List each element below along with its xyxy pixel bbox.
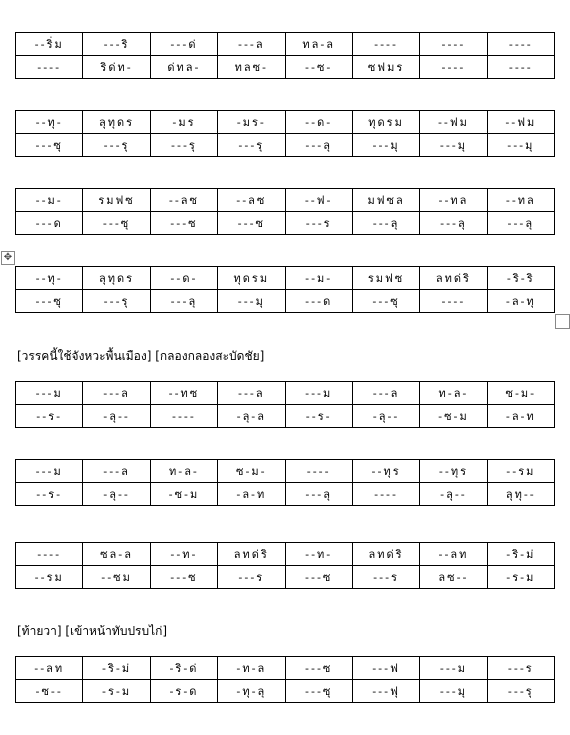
table-row: [16, 56, 555, 79]
table-cell[interactable]: --ด-: [150, 267, 217, 290]
table-cell[interactable]: --รม: [487, 460, 554, 483]
table-cell[interactable]: ---ร: [352, 566, 419, 589]
table-cell[interactable]: ---ซุ: [352, 290, 419, 313]
table-cell[interactable]: -ร-ม: [83, 680, 150, 703]
table-cell[interactable]: -มร-: [218, 111, 285, 134]
table-cell[interactable]: ----: [285, 460, 352, 483]
table-cell[interactable]: ---ล: [83, 460, 150, 483]
table-cell[interactable]: -ลุ--: [83, 405, 150, 428]
table-cell[interactable]: ----: [487, 56, 554, 79]
table-cell[interactable]: ---ลุ: [420, 212, 487, 235]
table-cell[interactable]: ---ร: [487, 657, 554, 680]
table-row: [16, 460, 555, 483]
table-cell[interactable]: ---รุ: [218, 134, 285, 157]
table-cell[interactable]: ----: [16, 543, 83, 566]
table-cell[interactable]: ซฟมร: [352, 56, 419, 79]
table-cell[interactable]: ลุทุดร: [83, 267, 150, 290]
table-cell[interactable]: ---ซ: [150, 212, 217, 235]
table-cell[interactable]: ----: [420, 290, 487, 313]
table-cell[interactable]: ---ด: [16, 212, 83, 235]
table-cell[interactable]: ---ฟ: [352, 657, 419, 680]
table-cell[interactable]: -ริ-ริ: [487, 267, 554, 290]
table-cell[interactable]: --ลท: [420, 543, 487, 566]
table-cell[interactable]: รมฟซ: [352, 267, 419, 290]
table-cell[interactable]: ---ซ: [285, 566, 352, 589]
table-cell[interactable]: -ซ-ม: [420, 405, 487, 428]
table-row: [16, 212, 555, 235]
table-cell[interactable]: -ทุ-ลุ: [218, 680, 285, 703]
table-row: [16, 33, 555, 56]
table-cell[interactable]: ---รุ: [83, 290, 150, 313]
table-cell[interactable]: --ร-: [285, 405, 352, 428]
table-cell[interactable]: -มร: [150, 111, 217, 134]
table-resize-handle-icon[interactable]: [555, 314, 570, 329]
table-cell[interactable]: ลทด่ริ: [352, 543, 419, 566]
table-cell[interactable]: -ซ--: [16, 680, 83, 703]
table-cell[interactable]: --ซม: [83, 566, 150, 589]
table-cell[interactable]: ---ฟุ: [352, 680, 419, 703]
table-cell[interactable]: ทุดรม: [352, 111, 419, 134]
table-cell[interactable]: -ท-ล: [218, 657, 285, 680]
table-cell[interactable]: ----: [150, 405, 217, 428]
table-cell[interactable]: ทลซ-: [218, 56, 285, 79]
table-cell[interactable]: ลทด่ริ: [420, 267, 487, 290]
table-cell[interactable]: ---ลุ: [285, 134, 352, 157]
table-cell[interactable]: -ล-ทุ: [487, 290, 554, 313]
table-cell[interactable]: --ลซ: [150, 189, 217, 212]
table-cell[interactable]: --ลซ: [218, 189, 285, 212]
table-cell[interactable]: --ม-: [16, 189, 83, 212]
notation-table: [15, 459, 555, 506]
table-cell[interactable]: -ลุ--: [352, 405, 419, 428]
table-cell[interactable]: มฟซล: [352, 189, 419, 212]
table-row: [16, 189, 555, 212]
table-cell[interactable]: ซ-ม-: [218, 460, 285, 483]
notation-table: [15, 656, 555, 703]
table-cell[interactable]: ----: [487, 33, 554, 56]
table-cell[interactable]: ----: [352, 483, 419, 506]
table-row: [16, 290, 555, 313]
table-cell[interactable]: -ริ-ม่: [487, 543, 554, 566]
section-heading: [ท้ายวา] [เข้าหน้าทับปรบไก่]: [17, 624, 168, 638]
table-cell[interactable]: ----: [16, 56, 83, 79]
table-cell[interactable]: ลุทุ--: [487, 483, 554, 506]
table-cell[interactable]: ---ลุ: [352, 212, 419, 235]
table-cell[interactable]: --ฟม: [420, 111, 487, 134]
table-cell[interactable]: -ลุ--: [420, 483, 487, 506]
notation-table: [15, 110, 555, 157]
table-cell[interactable]: ----: [420, 33, 487, 56]
table-cell[interactable]: ---มุ: [420, 134, 487, 157]
table-cell[interactable]: ---ด่: [150, 33, 217, 56]
table-cell[interactable]: ---ร: [218, 566, 285, 589]
table-cell[interactable]: ----: [420, 56, 487, 79]
table-row: [16, 483, 555, 506]
table-cell[interactable]: ริด่ท-: [83, 56, 150, 79]
table-cell[interactable]: --ท-: [150, 543, 217, 566]
table-cell[interactable]: --ลท: [16, 657, 83, 680]
table-row: [16, 566, 555, 589]
table-cell[interactable]: รมฟซ: [83, 189, 150, 212]
table-cell[interactable]: ทุดรม: [218, 267, 285, 290]
table-cell[interactable]: ---ลุ: [150, 290, 217, 313]
table-row: [16, 680, 555, 703]
table-cell[interactable]: --ทล: [420, 189, 487, 212]
table-cell[interactable]: ---มุ: [218, 290, 285, 313]
table-cell[interactable]: ด่ทล-: [150, 56, 217, 79]
table-cell[interactable]: --ริ่ม: [16, 33, 83, 56]
table-cell[interactable]: --ด-: [285, 111, 352, 134]
table-cell[interactable]: --ทุ-: [16, 111, 83, 134]
notation-table: [15, 266, 555, 313]
notation-table: [15, 188, 555, 235]
table-cell[interactable]: ---ม: [16, 382, 83, 405]
table-cell[interactable]: --ร-: [16, 405, 83, 428]
table-row: [16, 657, 555, 680]
table-cell[interactable]: --ฟ-: [285, 189, 352, 212]
notation-table: [15, 542, 555, 589]
table-cell[interactable]: ---ลุ: [487, 212, 554, 235]
table-cell[interactable]: ---ร: [285, 212, 352, 235]
table-cell[interactable]: ---ริ: [83, 33, 150, 56]
table-cell[interactable]: --ทล: [487, 189, 554, 212]
section-heading: [วรรคนี้ใช้จังหวะพื้นเมือง] [กลองกลองสะบัดชัย]: [17, 349, 265, 363]
table-cell[interactable]: ---มุ: [352, 134, 419, 157]
table-move-handle-icon[interactable]: ✥: [1, 251, 15, 265]
table-row: [16, 543, 555, 566]
table-cell[interactable]: -ร-ม: [487, 566, 554, 589]
table-cell[interactable]: ---รุ: [150, 134, 217, 157]
table-cell[interactable]: ----: [352, 33, 419, 56]
table-cell[interactable]: --ม-: [285, 267, 352, 290]
table-cell[interactable]: ลทด่ริ: [218, 543, 285, 566]
table-cell[interactable]: ---รุ: [83, 134, 150, 157]
table-cell[interactable]: --ท-: [285, 543, 352, 566]
table-cell[interactable]: --ทุร: [420, 460, 487, 483]
table-cell[interactable]: ---ม: [285, 382, 352, 405]
table-cell[interactable]: ---ซ: [150, 566, 217, 589]
table-cell[interactable]: -ล-ท: [487, 405, 554, 428]
table-cell[interactable]: ท-ล-: [420, 382, 487, 405]
notation-table: [15, 381, 555, 428]
table-cell[interactable]: ---ม: [420, 657, 487, 680]
table-cell[interactable]: -ซ-ม: [150, 483, 217, 506]
notation-table: [15, 32, 555, 79]
table-cell[interactable]: --ทุร: [352, 460, 419, 483]
table-cell[interactable]: -ริ-ด่: [150, 657, 217, 680]
table-row: [16, 382, 555, 405]
table-cell[interactable]: -ล-ท: [218, 483, 285, 506]
table-cell[interactable]: ทล-ล: [285, 33, 352, 56]
table-cell[interactable]: ---ซุ: [285, 680, 352, 703]
table-cell[interactable]: ---ซ: [218, 212, 285, 235]
table-cell[interactable]: ---ล: [352, 382, 419, 405]
table-cell[interactable]: -ลุ--: [83, 483, 150, 506]
table-cell[interactable]: ---ด: [285, 290, 352, 313]
table-cell[interactable]: ---ล: [218, 33, 285, 56]
table-cell[interactable]: -ร-ด: [150, 680, 217, 703]
table-cell[interactable]: --ซ-: [285, 56, 352, 79]
table-cell[interactable]: -ลุ-ล: [218, 405, 285, 428]
table-row: [16, 405, 555, 428]
table-cell[interactable]: ลซ--: [420, 566, 487, 589]
table-cell[interactable]: --รม: [16, 566, 83, 589]
table-cell[interactable]: ---ซุ: [16, 290, 83, 313]
table-cell[interactable]: ลุทุดร: [83, 111, 150, 134]
table-cell[interactable]: ท-ล-: [150, 460, 217, 483]
table-cell[interactable]: ---มุ: [420, 680, 487, 703]
table-row: [16, 267, 555, 290]
table-cell[interactable]: ---ซุ: [83, 212, 150, 235]
table-cell[interactable]: ซ-ม-: [487, 382, 554, 405]
table-cell[interactable]: ---ล: [83, 382, 150, 405]
table-cell[interactable]: ---มุ: [487, 134, 554, 157]
table-cell[interactable]: --ทซ: [150, 382, 217, 405]
table-cell[interactable]: ---ล: [218, 382, 285, 405]
table-cell[interactable]: ซล-ล: [83, 543, 150, 566]
table-row: [16, 111, 555, 134]
table-cell[interactable]: ---ม: [16, 460, 83, 483]
table-cell[interactable]: -ริ-ม่: [83, 657, 150, 680]
table-cell[interactable]: --ทุ-: [16, 267, 83, 290]
table-cell[interactable]: ---ลุ: [285, 483, 352, 506]
table-cell[interactable]: ---ซุ: [16, 134, 83, 157]
table-cell[interactable]: ---รุ: [487, 680, 554, 703]
table-cell[interactable]: ---ซ: [285, 657, 352, 680]
table-cell[interactable]: --ฟม: [487, 111, 554, 134]
table-row: [16, 134, 555, 157]
table-cell[interactable]: --ร-: [16, 483, 83, 506]
